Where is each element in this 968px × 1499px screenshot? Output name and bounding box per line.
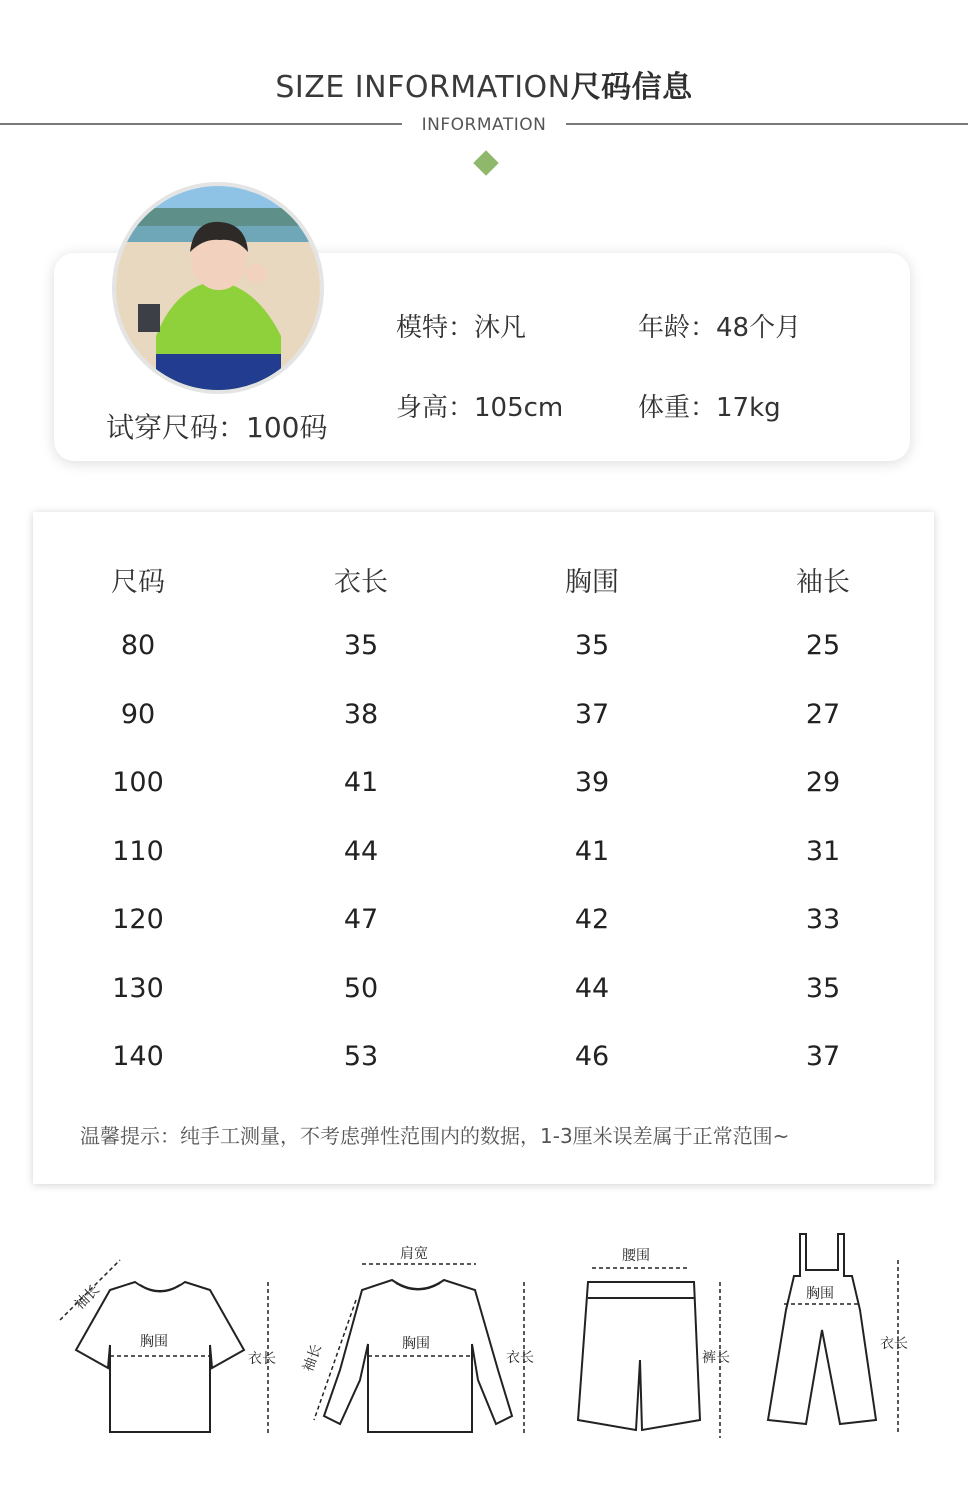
table-cell: 110 <box>112 835 164 867</box>
tshirt-length-label: 衣长 <box>248 1351 276 1367</box>
age-value: 48个月 <box>716 313 802 343</box>
table-header-cell: 袖长 <box>796 567 850 598</box>
table-cell: 100 <box>112 767 164 798</box>
sweater-shoulder-label: 肩宽 <box>400 1246 428 1262</box>
table-cell: 35 <box>805 972 841 1004</box>
table-cell: 80 <box>120 630 156 661</box>
table-cell: 120 <box>112 904 164 935</box>
measure-tip: 温馨提示：纯手工测量，不考虑弹性范围内的数据，1-3厘米误差属于正常范围~ <box>80 1124 790 1148</box>
table-cell: 35 <box>343 630 379 661</box>
table-header-cell: 胸围 <box>565 567 619 598</box>
table-cell: 53 <box>343 1041 379 1072</box>
table-cell: 41 <box>574 835 610 867</box>
table-cell: 47 <box>343 904 379 935</box>
table-cell: 44 <box>343 835 379 867</box>
height-value: 105cm <box>474 393 564 423</box>
weight-value: 17kg <box>716 393 781 423</box>
tryon-label: 试穿尺码： <box>106 411 247 444</box>
table-cell: 33 <box>805 904 841 935</box>
table-cell: 38 <box>343 698 379 730</box>
table-cell: 29 <box>805 767 841 798</box>
table-cell: 46 <box>574 1041 610 1072</box>
page-subtitle: INFORMATION <box>421 115 547 135</box>
page-title <box>0 62 968 106</box>
title-en: SIZE INFORMATION <box>275 70 571 105</box>
diamond-ornament <box>473 150 498 175</box>
model-weight <box>638 387 781 424</box>
table-cell: 44 <box>574 972 610 1004</box>
tshirt-sleeve-label: 袖长 <box>71 1281 103 1313</box>
overalls-chest-label: 胸围 <box>806 1286 834 1302</box>
table-header-cell: 尺码 <box>111 567 165 598</box>
model-name <box>396 307 526 344</box>
garment-diagrams <box>0 1220 968 1460</box>
height-label: 身高： <box>396 393 475 423</box>
sweater-length-label: 衣长 <box>506 1350 534 1366</box>
table-cell: 42 <box>574 904 610 935</box>
tryon-size <box>106 406 327 446</box>
shorts-waist-label: 腰围 <box>622 1248 650 1264</box>
age-label: 年龄： <box>638 313 717 343</box>
weight-label: 体重： <box>638 393 717 423</box>
model-age <box>638 307 801 344</box>
table-cell: 31 <box>805 835 841 867</box>
table-cell: 90 <box>120 698 156 730</box>
model-height <box>396 387 563 424</box>
name-label: 模特： <box>396 313 475 343</box>
tryon-value: 100码 <box>246 411 328 444</box>
table-cell: 27 <box>805 698 841 730</box>
table-cell: 37 <box>574 698 610 730</box>
table-header-cell: 衣长 <box>334 567 388 598</box>
name-value: 沐凡 <box>474 313 527 343</box>
table-cell: 35 <box>574 630 610 661</box>
shorts-length-label: 裤长 <box>702 1350 730 1366</box>
title-cn: 尺码信息 <box>570 70 693 105</box>
table-cell: 130 <box>112 972 164 1004</box>
sweater-sleeve-label: 袖长 <box>300 1342 325 1375</box>
shorts-diagram <box>578 1268 720 1438</box>
sweater-chest-label: 胸围 <box>402 1336 430 1352</box>
model-avatar <box>112 182 324 394</box>
table-cell: 140 <box>112 1041 164 1072</box>
overalls-diagram <box>768 1234 898 1434</box>
tshirt-chest-label: 胸围 <box>140 1334 168 1350</box>
table-cell: 37 <box>805 1041 841 1072</box>
table-cell: 25 <box>805 630 841 661</box>
table-cell: 50 <box>343 972 379 1004</box>
table-cell: 39 <box>574 767 610 798</box>
table-cell: 41 <box>343 767 379 798</box>
overalls-length-label: 衣长 <box>880 1336 908 1352</box>
